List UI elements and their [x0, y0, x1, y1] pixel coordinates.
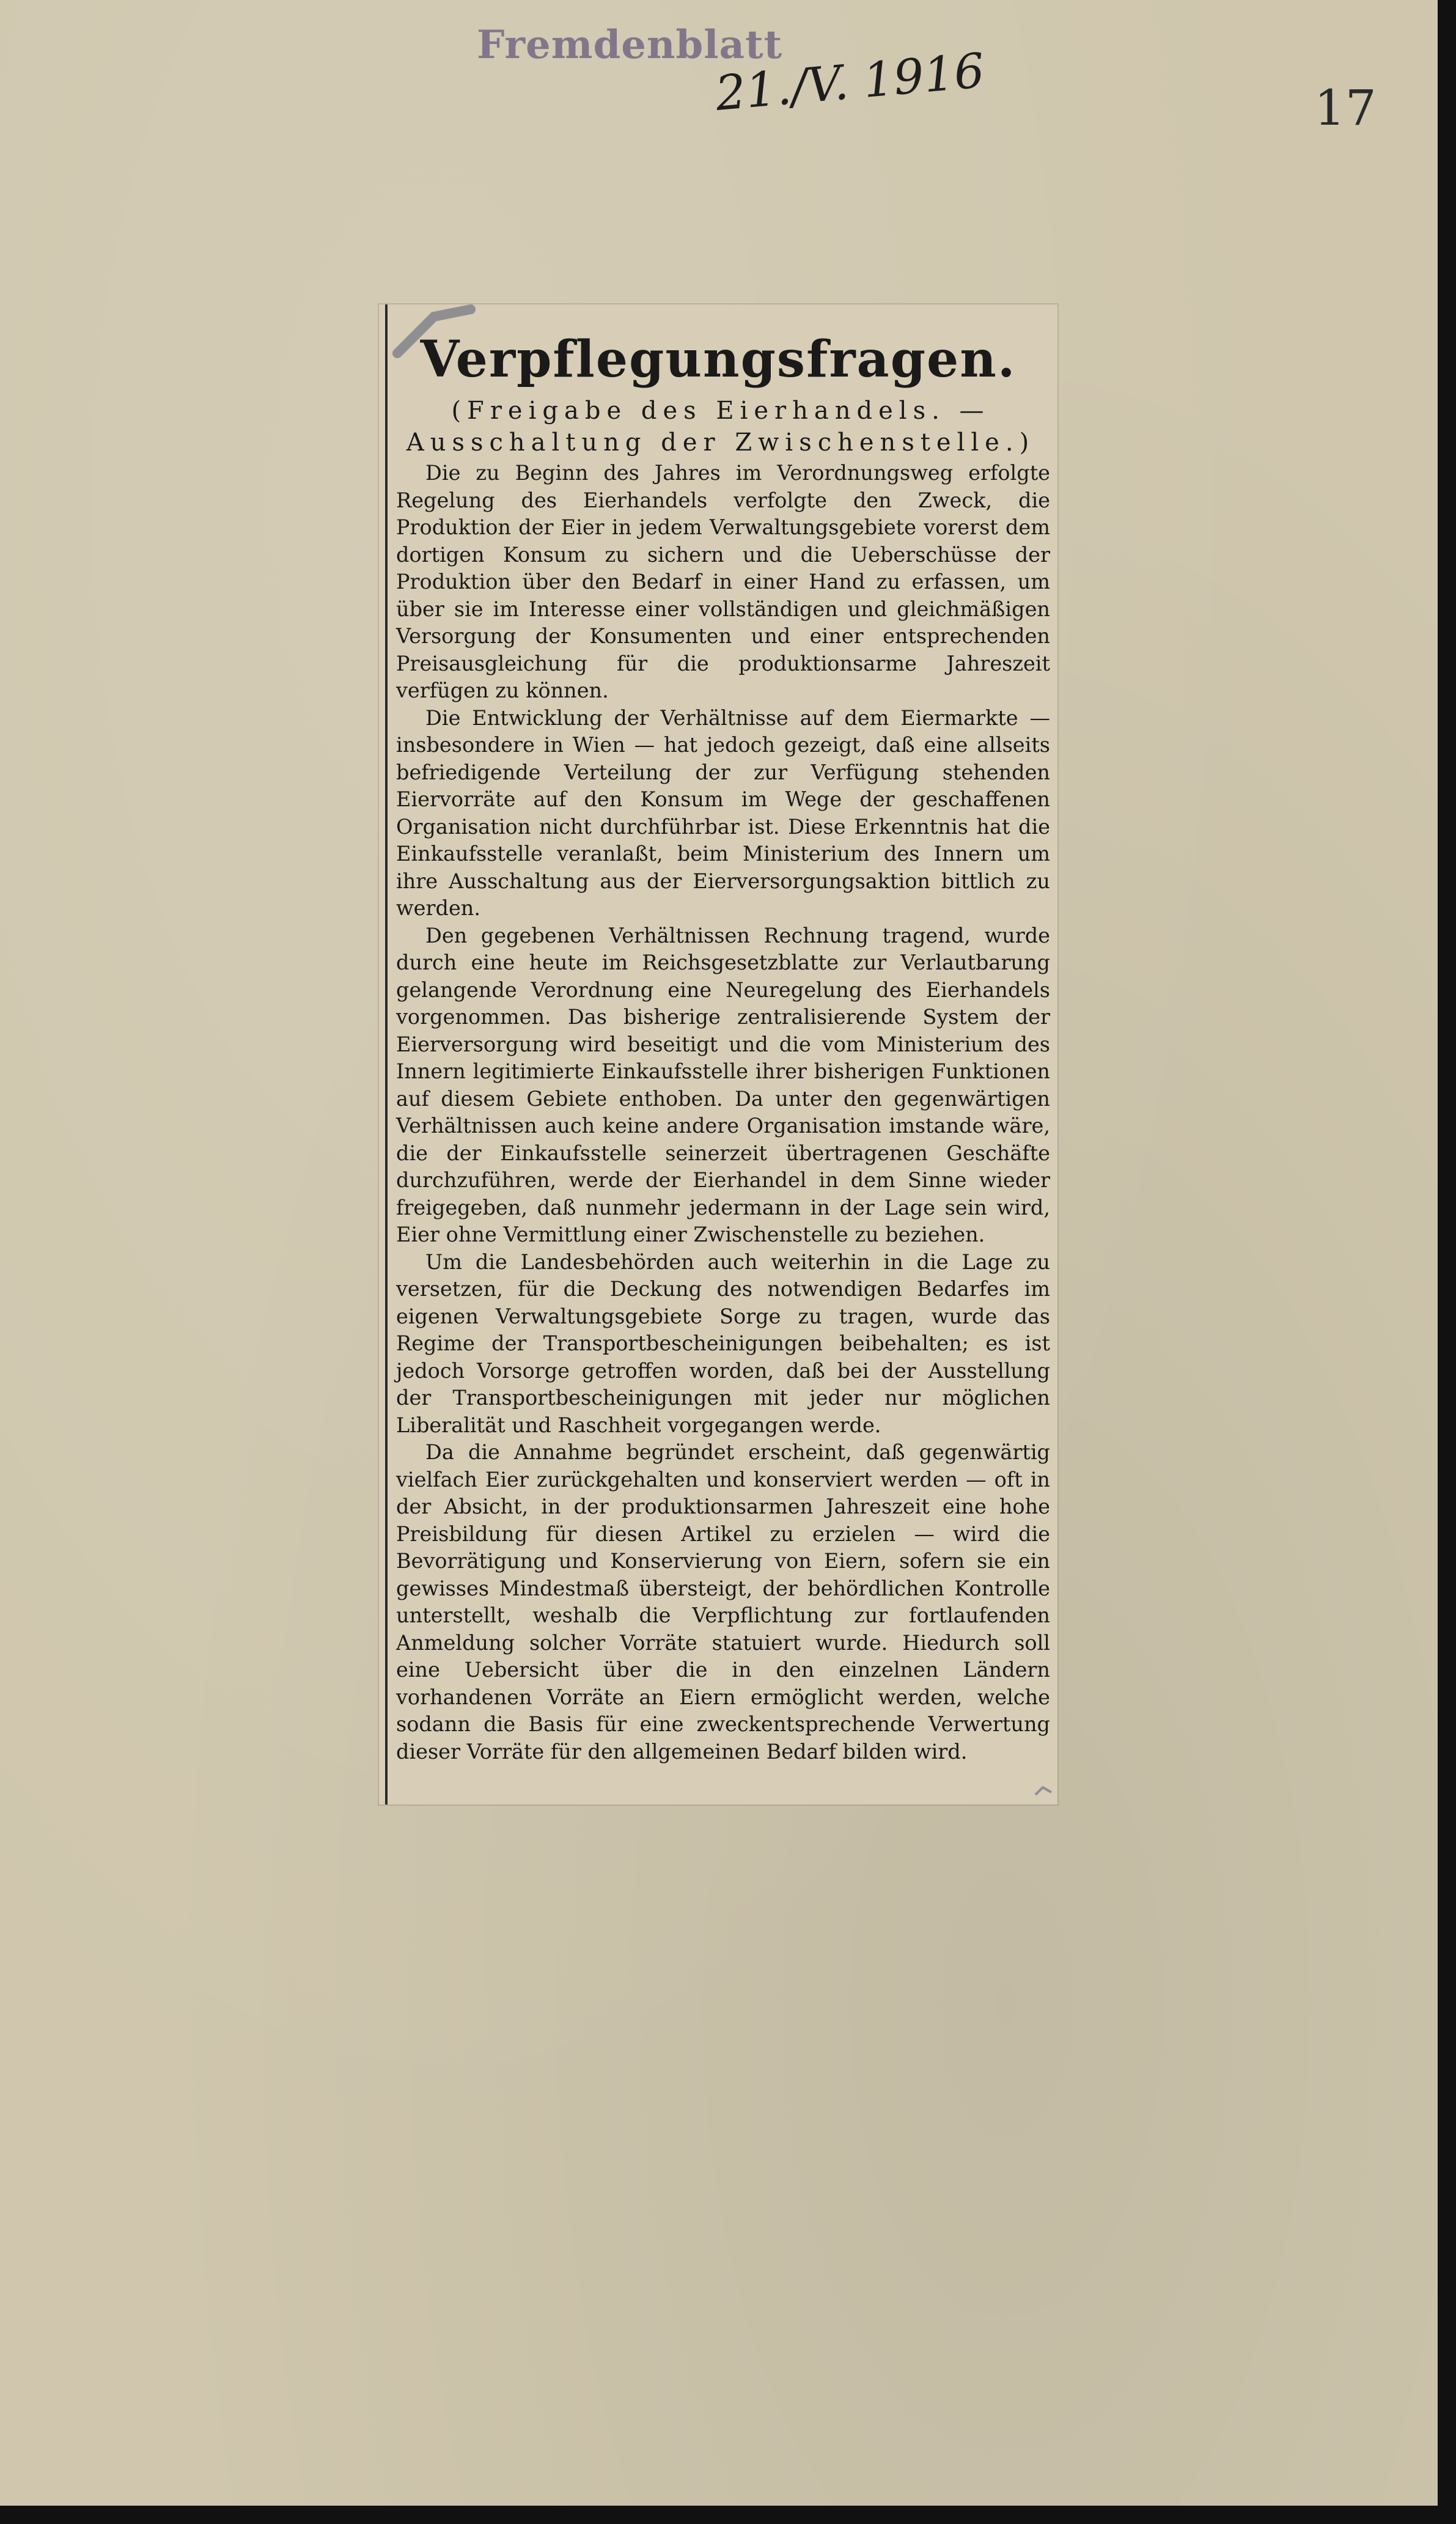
- paragraph-text: Die zu Beginn des Jahres im Verordnungsweg erfolgte Regelung des Eierhandels verfolgte den Zweck, die Produktion der Eier in jedem Verwaltungsgebiete vorerst dem dortigen Konsum zu sichern und die Ueberschüsse der Produktion über den Bedarf in einer Hand zu erfassen, um über sie im Interesse einer vollständigen und gleichmäßigen Versorgung der Konsumenten und einer entsprechenden Preisausgleichung für die produktionsarme Jahreszeit verfügen zu können.: [396, 461, 1050, 702]
- paragraph-text: Da die Annahme begründet erscheint, daß gegenwärtig vielfach Eier zurückgehalten und konserviert werden — oft in der Absicht, in der produktionsarmen Jahreszeit eine hohe Preisbildung für diesen Artikel zu erzielen — wird die Bevorrätigung und Konservierung von Eiern, sofern sie ein gewisses Mindestmaß übersteigt, der behördlichen Kontrolle unterstellt, weshalb die Verpflichtung zur fortlaufenden Anmeldung solcher Vorräte statuiert wurde. Hiedurch soll eine Uebersicht über die in den einzelnen Ländern vorhandenen Vorräte an Eiern ermöglicht werden, welche sodann die Basis für eine zweckentsprechende Verwertung dieser Vorräte für den allgemeinen Bedarf bilden wird.: [396, 1440, 1050, 1764]
- article-subtitle: (Freigabe des Eierhandels. — Ausschaltung der Zwischenstelle.): [406, 397, 1035, 457]
- corner-mark-icon: [1034, 1785, 1053, 1797]
- article-paragraph: [396, 460, 1050, 705]
- column-rule: [385, 304, 388, 1805]
- article-paragraph: [396, 705, 1050, 922]
- paragraph-text: Den gegebenen Verhältnissen Rechnung tragend, wurde durch eine heute im Reichsgesetzblatte zur Verlautbarung gelangende Verordnung eine Neuregelung des Eierhandels vorgenommen. Das bisherige zentralisierende System der Eierversorgung wird beseitigt und die vom Ministerium des Innern legitimierte Einkaufsstelle ihrer bisherigen Funktionen auf diesem Gebiete enthoben. Da unter den gegenwärtigen Verhältnissen auch keine andere Organisation imstande wäre, die der Einkaufsstelle seinerzeit übertragenen Geschäfte durchzuführen, werde der Eierhandel in dem Sinne wieder freigegeben, daß nunmehr jedermann in der Lage sein wird, Eier ohne Vermittlung einer Zwischenstelle zu beziehen.: [396, 923, 1050, 1246]
- paragraph-text: Um die Landesbehörden auch weiterhin in die Lage zu versetzen, für die Deckung des notwendigen Bedarfes im eigenen Verwaltungsgebiete Sorge zu tragen, wurde das Regime der Transportbescheinigungen beibehalten; es ist jedoch Vorsorge getroffen worden, daß bei der Ausstellung der Transportbescheinigungen mit jeder nur möglichen Liberalität und Raschheit vorgegangen werde.: [396, 1249, 1050, 1437]
- handwritten-date: 21./V. 1916: [713, 43, 987, 122]
- article-title: Verpflegungsfragen.: [420, 330, 1017, 389]
- article-paragraph: [396, 1249, 1050, 1440]
- page-number: 17: [1314, 79, 1377, 136]
- paragraph-text: Die Entwicklung der Verhältnisse auf dem Eiermarkte — insbesondere in Wien — hat jedoch gezeigt, daß eine allseits befriedigende Verteilung der zur Verfügung stehenden Eiervorräte auf den Konsum im Wege der geschaffenen Organisation nicht durchführbar ist. Diese Erkenntnis hat die Einkaufsstelle veranlaßt, beim Ministerium des Innern um ihre Ausschaltung aus der Eierversorgungsaktion bittlich zu werden.: [396, 705, 1050, 920]
- article-paragraph: [396, 922, 1050, 1249]
- newspaper-clipping: [379, 304, 1057, 1805]
- article-paragraph: [396, 1439, 1050, 1765]
- article-body: [396, 460, 1050, 1765]
- archive-stamp: Fremdenblatt: [477, 22, 783, 68]
